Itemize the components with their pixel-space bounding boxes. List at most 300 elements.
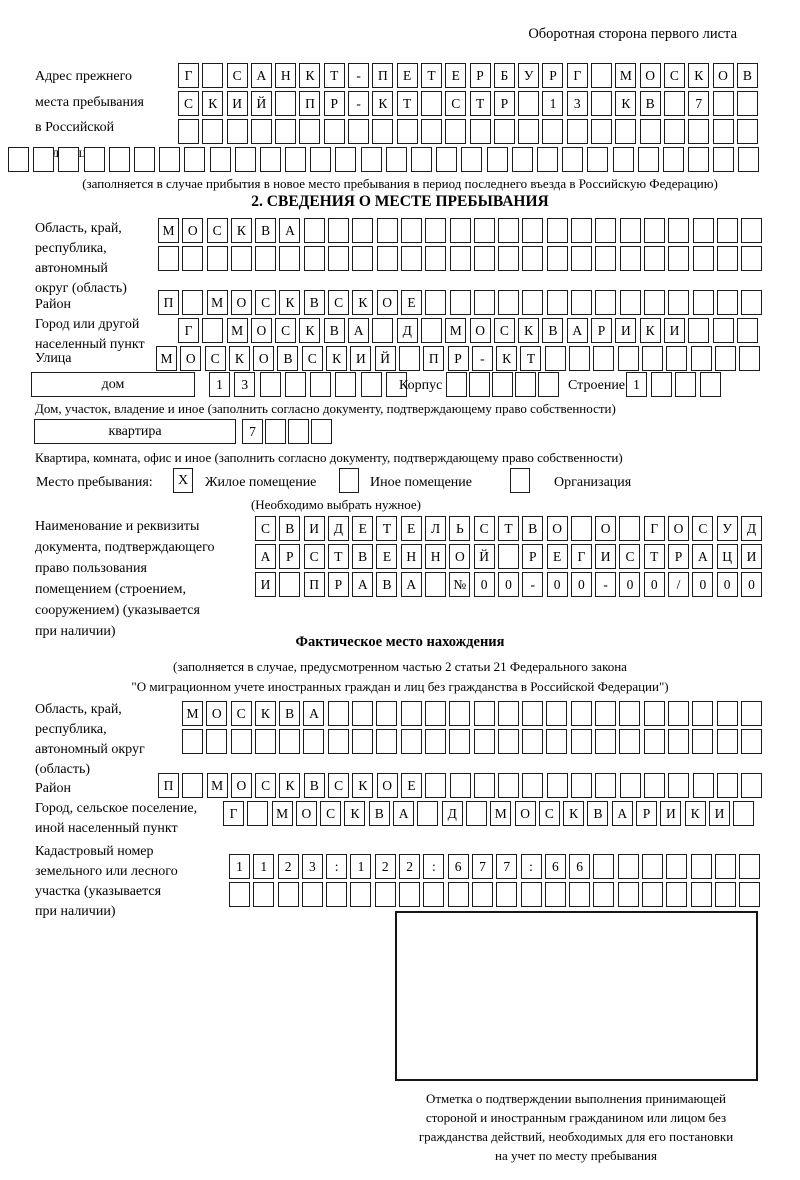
char-box — [328, 218, 349, 243]
char-box: О — [182, 218, 203, 243]
char-box — [737, 91, 758, 116]
oblast-row-2 — [158, 246, 762, 271]
char-box: О — [377, 290, 398, 315]
char-box — [537, 147, 558, 172]
char-box — [328, 246, 349, 271]
char-box: Е — [401, 773, 422, 798]
char-box: В — [522, 516, 543, 541]
char-box — [692, 701, 713, 726]
char-box — [361, 372, 382, 397]
label-line: республика, — [35, 241, 107, 256]
char-box: Т — [644, 544, 665, 569]
char-box — [498, 773, 519, 798]
prev-address-row-2 — [178, 91, 758, 116]
char-box: А — [401, 572, 422, 597]
char-box — [522, 773, 543, 798]
char-box — [303, 729, 324, 754]
char-box — [620, 290, 641, 315]
label-line: помещением (строением, — [35, 582, 186, 597]
char-box — [397, 119, 418, 144]
char-box: С — [227, 63, 248, 88]
char-box: М — [158, 218, 179, 243]
char-box — [741, 701, 762, 726]
char-box — [515, 372, 536, 397]
char-box: И — [227, 91, 248, 116]
prev-address-row-3 — [178, 119, 758, 144]
char-box: Т — [397, 91, 418, 116]
label-line: Адрес прежнего — [35, 69, 132, 84]
char-box — [691, 346, 712, 371]
char-box — [310, 147, 331, 172]
char-box — [352, 218, 373, 243]
kvartira-note: Квартира, комната, офис и иное (заполнить согласно документу, подтверждающему право собственности) — [35, 450, 623, 465]
char-box: Н — [425, 544, 446, 569]
char-box — [494, 119, 515, 144]
char-box — [376, 701, 397, 726]
document-requisites-label — [35, 516, 215, 642]
char-box: Ь — [449, 516, 470, 541]
char-box — [302, 882, 323, 907]
char-box — [401, 701, 422, 726]
char-box — [644, 773, 665, 798]
char-box: - — [472, 346, 493, 371]
char-box: : — [521, 854, 542, 879]
char-box — [567, 119, 588, 144]
fact-oblast-row-2 — [182, 729, 762, 754]
char-box — [739, 854, 760, 879]
char-box: 7 — [472, 854, 493, 879]
char-box — [474, 701, 495, 726]
char-box — [691, 882, 712, 907]
char-box — [377, 246, 398, 271]
char-box — [279, 572, 300, 597]
char-box: Р — [522, 544, 543, 569]
char-box — [522, 701, 543, 726]
char-box — [522, 246, 543, 271]
char-box — [498, 290, 519, 315]
char-box — [310, 372, 331, 397]
kvartira-caption-box: квартира — [34, 419, 236, 444]
char-box — [285, 372, 306, 397]
char-box — [512, 147, 533, 172]
confirmation-stamp-box — [395, 911, 758, 1081]
char-box: А — [255, 544, 276, 569]
document-row-2 — [255, 544, 762, 569]
char-box — [275, 91, 296, 116]
char-box: Р — [448, 346, 469, 371]
char-box — [445, 119, 466, 144]
char-box: М — [207, 773, 228, 798]
char-box — [619, 729, 640, 754]
char-box — [571, 290, 592, 315]
char-box — [279, 246, 300, 271]
char-box — [417, 801, 438, 826]
inoe-pomeshchenie-label: Иное помещение — [370, 475, 472, 490]
char-box: Т — [376, 516, 397, 541]
label-line: округ (область) — [35, 281, 127, 296]
char-box: Л — [425, 516, 446, 541]
char-box — [741, 218, 762, 243]
char-box: Е — [401, 516, 422, 541]
char-box: Т — [421, 63, 442, 88]
label-line: Область, край, — [35, 221, 122, 236]
char-box — [182, 773, 203, 798]
char-box: Д — [328, 516, 349, 541]
char-box — [361, 147, 382, 172]
char-box — [693, 246, 714, 271]
dom-number-row — [209, 372, 407, 397]
label-line: Кадастровый номер — [35, 844, 154, 859]
char-box: 1 — [350, 854, 371, 879]
char-box: 1 — [253, 854, 274, 879]
char-box — [206, 729, 227, 754]
char-box: С — [304, 544, 325, 569]
char-box: - — [522, 572, 543, 597]
char-box: М — [272, 801, 293, 826]
char-box: - — [348, 63, 369, 88]
char-box: Д — [741, 516, 762, 541]
char-box: В — [255, 218, 276, 243]
char-box — [251, 119, 272, 144]
char-box — [737, 318, 758, 343]
char-box — [640, 119, 661, 144]
char-box — [278, 882, 299, 907]
char-box — [522, 290, 543, 315]
char-box: Р — [668, 544, 689, 569]
char-box — [615, 119, 636, 144]
char-box: В — [369, 801, 390, 826]
label-line: земельного или лесного — [35, 864, 178, 879]
char-box — [350, 882, 371, 907]
char-box: А — [303, 701, 324, 726]
char-box — [425, 218, 446, 243]
char-box — [470, 119, 491, 144]
char-box — [472, 882, 493, 907]
char-box — [134, 147, 155, 172]
char-box: А — [279, 218, 300, 243]
char-box: С — [205, 346, 226, 371]
char-box — [717, 246, 738, 271]
char-box: С — [619, 544, 640, 569]
char-box — [372, 318, 393, 343]
char-box — [569, 882, 590, 907]
char-box: И — [709, 801, 730, 826]
char-box: К — [344, 801, 365, 826]
char-box: Р — [279, 544, 300, 569]
stamp-caption — [383, 1089, 769, 1165]
char-box: К — [615, 91, 636, 116]
char-box — [202, 318, 223, 343]
char-box: С — [275, 318, 296, 343]
char-box: С — [539, 801, 560, 826]
char-box — [84, 147, 105, 172]
label-line: документа, подтверждающего — [35, 540, 215, 555]
char-box — [449, 729, 470, 754]
char-box — [593, 854, 614, 879]
korpus-label: Корпус — [399, 378, 443, 393]
char-box: С — [474, 516, 495, 541]
char-box — [184, 147, 205, 172]
char-box — [202, 119, 223, 144]
char-box — [668, 701, 689, 726]
char-box: О — [515, 801, 536, 826]
char-box — [538, 372, 559, 397]
char-box — [542, 119, 563, 144]
char-box — [8, 147, 29, 172]
char-box — [399, 882, 420, 907]
char-box: П — [372, 63, 393, 88]
char-box — [182, 729, 203, 754]
char-box — [335, 372, 356, 397]
char-box — [498, 246, 519, 271]
char-box — [304, 246, 325, 271]
char-box: 0 — [644, 572, 665, 597]
char-box — [288, 419, 309, 444]
char-box — [547, 246, 568, 271]
char-box — [352, 701, 373, 726]
char-box — [642, 882, 663, 907]
char-box — [202, 63, 223, 88]
char-box — [618, 346, 639, 371]
char-box — [595, 290, 616, 315]
char-box — [279, 729, 300, 754]
char-box: Е — [401, 290, 422, 315]
char-box — [620, 218, 641, 243]
label-line: при наличии) — [35, 904, 116, 919]
char-box — [738, 147, 759, 172]
char-box: Р — [470, 63, 491, 88]
char-box — [620, 246, 641, 271]
char-box — [591, 63, 612, 88]
char-box: 3 — [234, 372, 255, 397]
label-line: (область) — [35, 762, 91, 777]
char-box — [741, 290, 762, 315]
char-box — [741, 729, 762, 754]
char-box: О — [640, 63, 661, 88]
char-box: О — [713, 63, 734, 88]
char-box: С — [494, 318, 515, 343]
char-box: В — [304, 290, 325, 315]
char-box: С — [255, 516, 276, 541]
char-box — [644, 290, 665, 315]
char-box: С — [320, 801, 341, 826]
char-box — [688, 318, 709, 343]
char-box — [688, 119, 709, 144]
char-box — [158, 246, 179, 271]
char-box — [715, 882, 736, 907]
char-box — [324, 119, 345, 144]
char-box — [265, 419, 286, 444]
char-box: 1 — [209, 372, 230, 397]
char-box: А — [612, 801, 633, 826]
char-box — [260, 372, 281, 397]
char-box: 3 — [302, 854, 323, 879]
char-box: Е — [547, 544, 568, 569]
char-box: Т — [470, 91, 491, 116]
char-box: О — [231, 290, 252, 315]
char-box: К — [563, 801, 584, 826]
char-box — [411, 147, 432, 172]
char-box — [375, 882, 396, 907]
char-box — [666, 854, 687, 879]
char-box — [545, 882, 566, 907]
char-box: Й — [375, 346, 396, 371]
char-box: О — [449, 544, 470, 569]
char-box: О — [668, 516, 689, 541]
kadastr-row-2 — [229, 882, 760, 907]
char-box: 1 — [626, 372, 647, 397]
char-box — [717, 729, 738, 754]
char-box — [255, 729, 276, 754]
char-box: В — [587, 801, 608, 826]
char-box: О — [231, 773, 252, 798]
char-box: М — [445, 318, 466, 343]
char-box: К — [255, 701, 276, 726]
char-box: Е — [445, 63, 466, 88]
dom-caption-box: дом — [31, 372, 195, 397]
char-box: В — [737, 63, 758, 88]
char-box — [642, 854, 663, 879]
char-box: К — [299, 318, 320, 343]
char-box — [595, 773, 616, 798]
char-box — [328, 729, 349, 754]
char-box — [58, 147, 79, 172]
char-box: 6 — [545, 854, 566, 879]
char-box — [425, 729, 446, 754]
dom-note: Дом, участок, владение и иное (заполнить согласно документу, подтверждающему право собственности) — [35, 401, 616, 416]
char-box — [700, 372, 721, 397]
char-box: Р — [591, 318, 612, 343]
fact-rayon-label: Район — [35, 781, 71, 796]
char-box: 0 — [571, 572, 592, 597]
char-box — [591, 91, 612, 116]
char-box: И — [304, 516, 325, 541]
char-box: К — [202, 91, 223, 116]
char-box — [593, 346, 614, 371]
char-box — [571, 218, 592, 243]
char-box: Д — [397, 318, 418, 343]
char-box: В — [279, 701, 300, 726]
char-box: Й — [474, 544, 495, 569]
char-box — [644, 701, 665, 726]
label-line: стороной и иностранным гражданином или лицом без — [425, 1110, 727, 1125]
char-box — [210, 147, 231, 172]
label-line: на учет по месту пребывания — [495, 1148, 657, 1163]
char-box — [692, 729, 713, 754]
char-box: К — [231, 218, 252, 243]
char-box — [421, 318, 442, 343]
label-line: места пребывания — [35, 94, 144, 110]
char-box — [666, 882, 687, 907]
char-box — [311, 419, 332, 444]
char-box — [569, 346, 590, 371]
char-box: 0 — [474, 572, 495, 597]
char-box: - — [348, 91, 369, 116]
char-box: П — [299, 91, 320, 116]
char-box — [231, 729, 252, 754]
char-box — [425, 773, 446, 798]
char-box: 0 — [547, 572, 568, 597]
char-box: А — [692, 544, 713, 569]
char-box: О — [180, 346, 201, 371]
char-box — [255, 246, 276, 271]
char-box — [421, 119, 442, 144]
char-box: Г — [644, 516, 665, 541]
ulitsa-label: Улица — [35, 351, 72, 366]
char-box — [450, 773, 471, 798]
char-box — [159, 147, 180, 172]
prev-address-row-1 — [178, 63, 758, 88]
char-box — [229, 882, 250, 907]
mesto-choice-note: (Необходимо выбрать нужное) — [250, 497, 422, 512]
char-box: О — [251, 318, 272, 343]
char-box: К — [688, 63, 709, 88]
char-box — [474, 773, 495, 798]
char-box — [518, 119, 539, 144]
label-line: Город, сельское поселение, — [35, 801, 198, 816]
char-box — [547, 773, 568, 798]
char-box: М — [207, 290, 228, 315]
char-box — [285, 147, 306, 172]
char-box — [595, 218, 616, 243]
char-box — [328, 701, 349, 726]
char-box — [386, 147, 407, 172]
char-box: В — [324, 318, 345, 343]
char-box — [231, 246, 252, 271]
char-box — [668, 290, 689, 315]
char-box — [620, 773, 641, 798]
char-box — [717, 701, 738, 726]
kadastr-row-1 — [229, 854, 760, 879]
char-box: Р — [542, 63, 563, 88]
char-box — [335, 147, 356, 172]
char-box: № — [449, 572, 470, 597]
prev-address-row-4 — [8, 147, 759, 172]
char-box: А — [352, 572, 373, 597]
char-box — [326, 882, 347, 907]
char-box — [595, 729, 616, 754]
stroenie-label: Строение — [568, 378, 626, 393]
char-box: С — [255, 773, 276, 798]
char-box: Г — [223, 801, 244, 826]
char-box: Г — [571, 544, 592, 569]
char-box — [377, 218, 398, 243]
char-box: В — [352, 544, 373, 569]
char-box — [715, 346, 736, 371]
char-box — [348, 119, 369, 144]
char-box — [717, 218, 738, 243]
char-box — [425, 246, 446, 271]
char-box — [474, 246, 495, 271]
char-box: 1 — [229, 854, 250, 879]
stroenie-row — [626, 372, 721, 397]
char-box — [668, 218, 689, 243]
korpus-row — [446, 372, 559, 397]
char-box: 0 — [692, 572, 713, 597]
char-box: Р — [324, 91, 345, 116]
kvartira-number-row — [242, 419, 332, 444]
label-line: право пользования — [35, 561, 147, 576]
char-box — [619, 516, 640, 541]
char-box — [593, 882, 614, 907]
char-box: 0 — [619, 572, 640, 597]
char-box: В — [304, 773, 325, 798]
char-box — [450, 246, 471, 271]
char-box: 0 — [741, 572, 762, 597]
char-box — [619, 701, 640, 726]
char-box: Т — [324, 63, 345, 88]
char-box — [446, 372, 467, 397]
